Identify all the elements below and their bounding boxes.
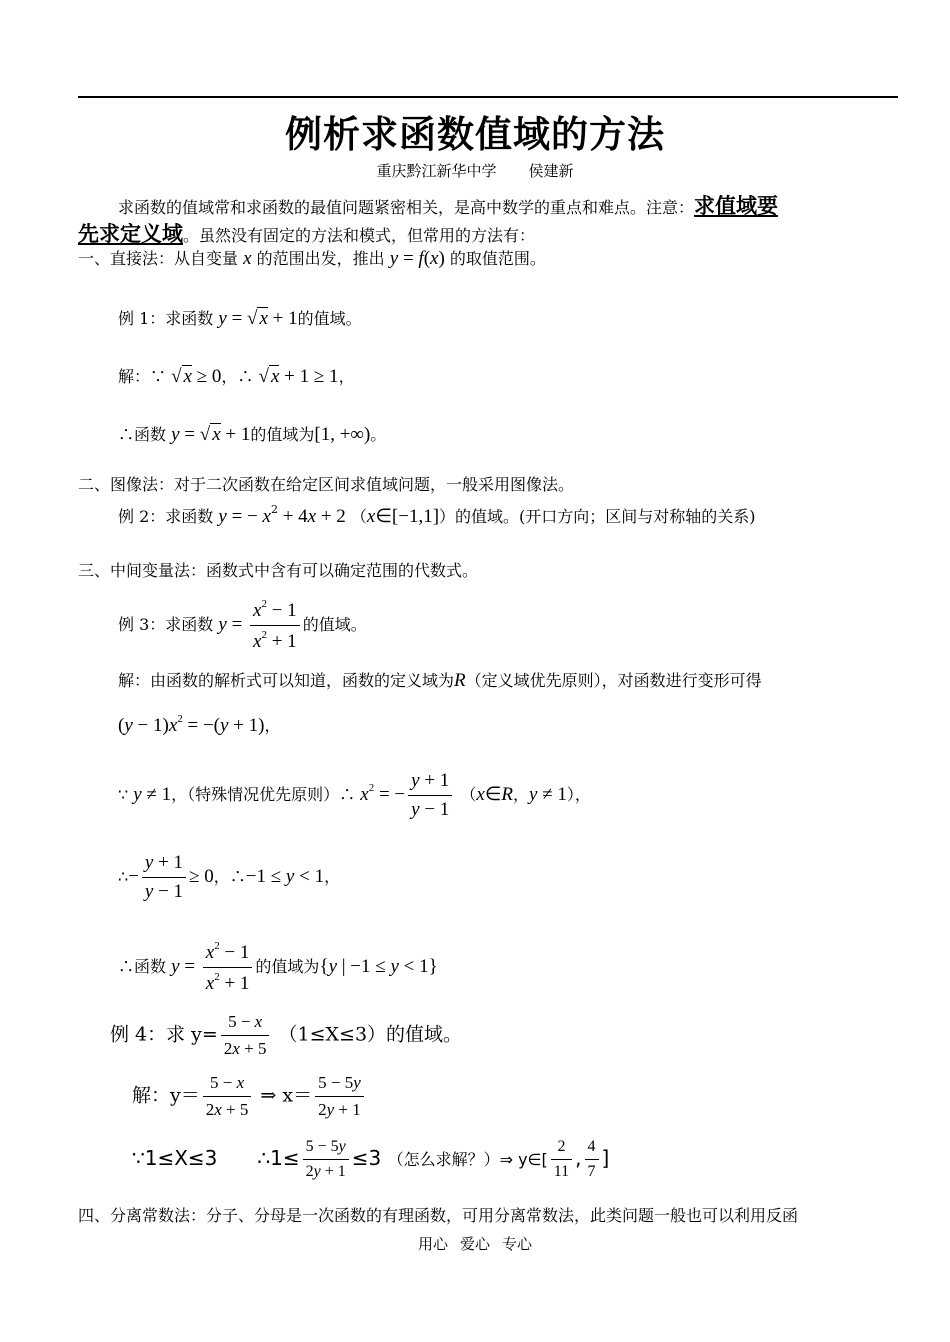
solution-4-range: ∵1≤X≤3 ∴1≤ $\frac{5 - 5y}{2y + 1}$ ≤3 （怎么求解？）⇒ y∈[ $\frac{2}{11}$ , $\frac{4}{7}$ ] (132, 1138, 610, 1180)
solution-4: 解：y＝ $\frac{5 - x}{2x + 5}$ ⇒ x＝ $\frac{5 - 5y}{2y + 1}$ (132, 1073, 367, 1120)
byline (0, 160, 950, 181)
intro-emphasis-2: 先求定义域 (78, 222, 183, 246)
fraction: $\frac{4}{7}$ (585, 1138, 599, 1181)
solution-3-line-1: $(y - 1)x^2 = -(y + 1)$， (118, 713, 281, 736)
page-footer: 用心 爱心 专心 (417, 1235, 533, 1253)
fraction: $\frac{x^2 - 1}{x^2 + 1}$ (250, 598, 300, 653)
fraction: $\frac{5 - x}{2x + 5}$ (203, 1073, 252, 1120)
fraction: $\frac{5 - x}{2x + 5}$ (221, 1012, 270, 1059)
section-3-heading: 三、中间变量法：函数式中含有可以确定范围的代数式。 (78, 561, 479, 580)
fraction: $\frac{x^2 - 1}{x^2 + 1}$ (203, 940, 253, 995)
example-1: 例 1：求函数 y = √ x + 1的值域。 (118, 308, 362, 329)
section-1-heading: 一、直接法：从自变量 x 的范围出发，推出 y = f(x) 的取值范围。 (78, 248, 546, 269)
fraction: $\frac{5 - 5y}{2y + 1}$ (315, 1073, 364, 1120)
result-1: ∴函数 y = √ x + 1的值域为[1, +∞)。 (118, 424, 387, 445)
solution-3-line-2: ∵ y ≠ 1，（特殊情况优先原则）∴ $x^2$ = − $\frac{y + 1}{y - 1}$ （x∈R，y ≠ 1）， (118, 770, 591, 820)
section-2-heading: 二、图像法：对于二次函数在给定区间求值域问题，一般采用图像法。 (78, 475, 575, 494)
intro-line-2: 先求定义域。虽然没有固定的方法和模式，但常用的方法有： (78, 222, 536, 246)
fraction: $\frac{5 - 5y}{2y + 1}$ (303, 1138, 349, 1181)
solution-3-line-3: ∴− $\frac{y + 1}{y - 1}$ ≥ 0，∴−1 ≤ y < 1， (118, 852, 341, 902)
solution-1: 解：∵ √ x ≥ 0，∴ √ x + 1 ≥ 1， (118, 366, 355, 387)
example-3: 例 3：求函数 y = $\frac{x^2 - 1}{x^2 + 1}$ 的值域。 (118, 598, 367, 652)
intro-line-1: 求函数的值域常和求函数的最值问题紧密相关，是高中数学的重点和难点。注意：求值域要 (118, 194, 779, 218)
intro-emphasis-1: 求值域要 (694, 194, 779, 218)
fraction: $\frac{y + 1}{y - 1}$ (408, 770, 452, 821)
fraction: $\frac{y + 1}{y - 1}$ (142, 852, 186, 903)
section-4-heading: 四、分离常数法：分子、分母是一次函数的有理函数，可用分离常数法，此类问题一般也可以利用反函 (78, 1206, 799, 1225)
header-rule (78, 96, 898, 98)
author-school: 重庆黔江新华中学 (376, 162, 497, 180)
example-4: 例 4：求 y= $\frac{5 - x}{2x + 5}$ （1≤X≤3）的值域。 (110, 1012, 463, 1058)
solution-3-result: ∴函数 y = $\frac{x^2 - 1}{x^2 + 1}$ 的值域为{y | −1 ≤ y < 1} (118, 940, 438, 994)
fraction: $\frac{2}{11}$ (551, 1138, 572, 1181)
example-2: 例 2：求函数 y = − $x^2 + 4x + 2$ （x∈[−1,1]）的值域。(开口方向；区间与对称轴的关系) (118, 503, 756, 527)
solution-3-intro: 解：由函数的解析式可以知道，函数的定义域为R（定义域优先原则），对函数进行变形可得 (118, 670, 762, 691)
author-name: 侯建新 (528, 162, 574, 180)
page-title: 例析求函数值域的方法 (285, 113, 665, 156)
